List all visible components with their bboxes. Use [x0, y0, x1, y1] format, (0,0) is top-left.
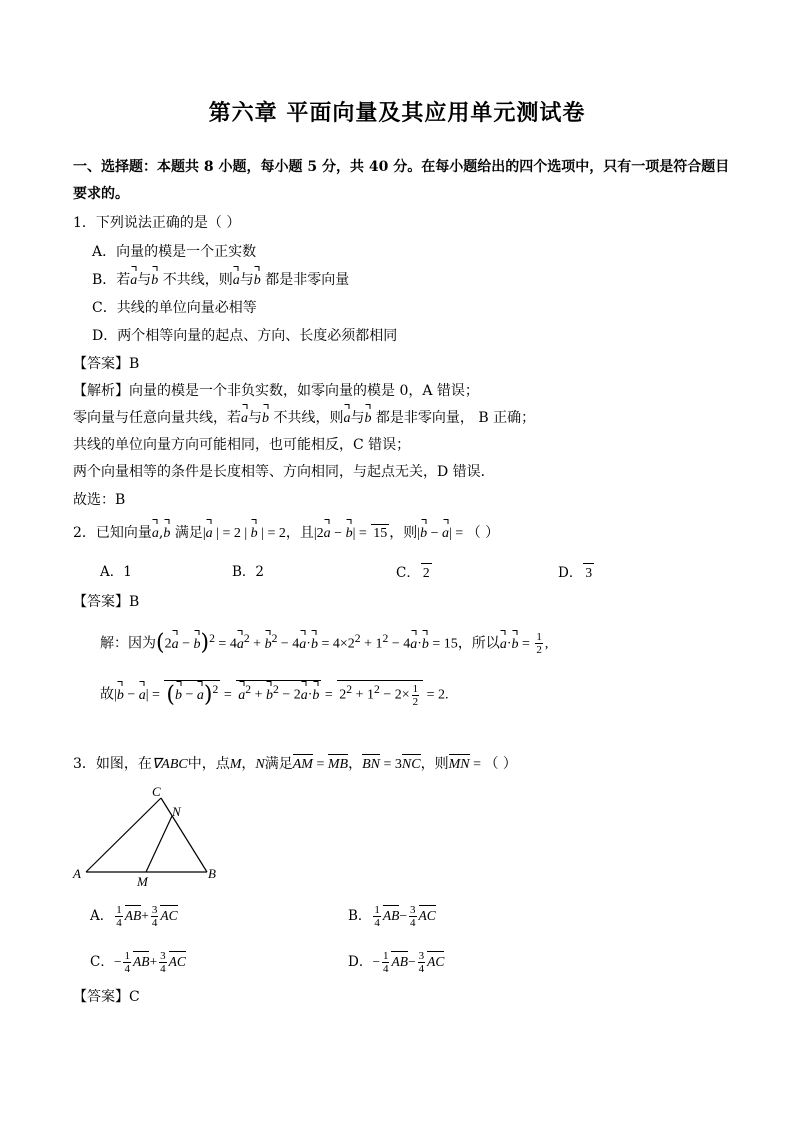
q1-option-b-mid: 与: [137, 272, 152, 288]
q2-stem-pre: 2．已知向量: [73, 525, 152, 541]
q1-option-d: D．两个相等向量的起点、方向、长度必须都相同: [92, 328, 398, 344]
figure-label-c: C: [152, 784, 161, 799]
q2-stem-paren: （ ）: [466, 525, 500, 541]
q1-option-a: A．向量的模是一个正实数: [92, 244, 257, 260]
q3-option-c: C．− $\frac{1}{4}$ AB+ $\frac{3}{4}$ AC: [90, 950, 186, 975]
q1-analysis-2-mid: 不共线，则: [269, 410, 344, 426]
q3-stem-mid: 中，点: [187, 756, 230, 772]
q2-stem-mid: 满足: [174, 525, 203, 541]
q1-analysis-3: 共线的单位向量方向可能相同，也可能相反，C 错误；: [73, 437, 411, 453]
q2-solution-1-pre: 解：因为: [100, 635, 156, 652]
q2-option-a: A．1: [100, 564, 132, 580]
q2-answer: 【答案】B: [73, 594, 140, 610]
q3-stem-end: ，则: [420, 756, 449, 772]
q2-option-d-label: D．: [558, 565, 583, 581]
q1-answer: 【答案】B: [73, 356, 140, 372]
q2-option-c-label: C．: [396, 565, 420, 581]
section-heading-line1: 一、选择题：本题共 8 小题，每小题 5 分，共 40 分。在每小题给出的四个选项中，只有一项是符合题目: [73, 159, 730, 175]
q2-option-c-value: 2: [422, 565, 430, 580]
q2-stem: 2．已知向量a,b 满足|a | = 2 | b | = 2，且|2a − b| = 15 ，则|b − a| = （ ）: [73, 525, 500, 541]
q2-solution-2-pre: 故: [100, 686, 114, 703]
q3-option-b-label: B．: [348, 908, 372, 924]
triangle-figure: [70, 780, 230, 890]
page-title: 第六章 平面向量及其应用单元测试卷: [208, 100, 586, 126]
q3-option-a: A． $\frac{1}{4}$ AB+ $\frac{3}{4}$ AC: [90, 904, 178, 929]
q1-analysis-1: 【解析】向量的模是一个非负实数，如零向量的模是 0，A 错误；: [73, 383, 479, 399]
q1-option-b: B．若a与b 不共线，则a与b 都是非零向量: [92, 272, 350, 288]
q1-stem: 1．下列说法正确的是（ ）: [73, 215, 241, 231]
q3-stem: 3．如图，在∇ABC中，点M，N满足AM = MB，BN = 3NC，则MN = （ ）: [73, 756, 517, 772]
figure-label-n: N: [172, 804, 181, 819]
q2-option-d: [558, 563, 594, 582]
q3-stem-pre: 3．如图，在: [73, 756, 152, 772]
q3-option-c-label: C．: [90, 954, 114, 970]
q3-option-d-label: D．: [348, 954, 373, 970]
figure-label-m: M: [137, 874, 148, 889]
q1-option-b-post1: 不共线，则: [158, 272, 233, 288]
q2-solution-1: 解：因为$(2a - b)^2 = 4a^2 + b^2 - 4a\cdot b = 4\times 2^2 + 1^2 - 4a\cdot b = 15$，所以a·b = $\frac{1}{2}$ ,: [100, 630, 549, 657]
q2-option-d-value: 3: [585, 565, 593, 580]
q2-stem-cond: ，且: [285, 525, 314, 541]
figure-label-a: A: [73, 866, 81, 881]
q3-stem-mid2: 满足: [264, 756, 293, 772]
q1-option-b-post2: 都是非零向量: [265, 272, 350, 288]
q1-option-b-mid2: 与: [239, 272, 254, 288]
q1-analysis-2-post: 都是非零向量， B 正确；: [375, 410, 536, 426]
q3-option-b: B． $\frac{1}{4}$ AB− $\frac{3}{4}$ AC: [348, 904, 436, 929]
q1-option-b-pre: B．若: [92, 272, 131, 288]
q2-stem-end: ，则: [389, 525, 418, 541]
q2-solution-1-mid: ，所以: [457, 635, 500, 652]
q3-option-d: D．− $\frac{1}{4}$ AB− $\frac{3}{4}$ AC: [348, 950, 445, 975]
q3-stem-triangle: ∇ABC: [151, 757, 188, 772]
q1-analysis-2: 零向量与任意向量共线，若a与b 不共线，则a与b 都是非零向量， B 正确；: [73, 410, 536, 426]
q1-option-c: C．共线的单位向量必相等: [92, 300, 257, 316]
q1-analysis-2-with: 与: [248, 410, 262, 426]
q2-option-c: [396, 563, 432, 582]
q3-option-a-label: A．: [90, 908, 114, 924]
q1-analysis-2-with2: 与: [350, 410, 365, 426]
q2-solution-2: 故$|b - a| = (b - a)^2 = a^2 + b^2 - 2a\cdot b = 2^2 + 1^2 - 2\times$ $\frac{1}{2}$ = 2.: [100, 680, 449, 708]
q1-choose: 故选：B: [73, 492, 126, 508]
q2-option-b: B．2: [232, 564, 265, 580]
q3-answer: 【答案】C: [73, 989, 140, 1005]
q1-analysis-2-pre: 零向量与任意向量共线，若: [73, 410, 241, 426]
q1-analysis-4: 两个向量相等的条件是长度相等、方向相同，与起点无关，D 错误．: [73, 464, 495, 480]
section-heading-line2: 要求的。: [73, 186, 129, 202]
q3-stem-paren: （ ）: [484, 756, 517, 772]
figure-label-b: B: [208, 866, 216, 881]
